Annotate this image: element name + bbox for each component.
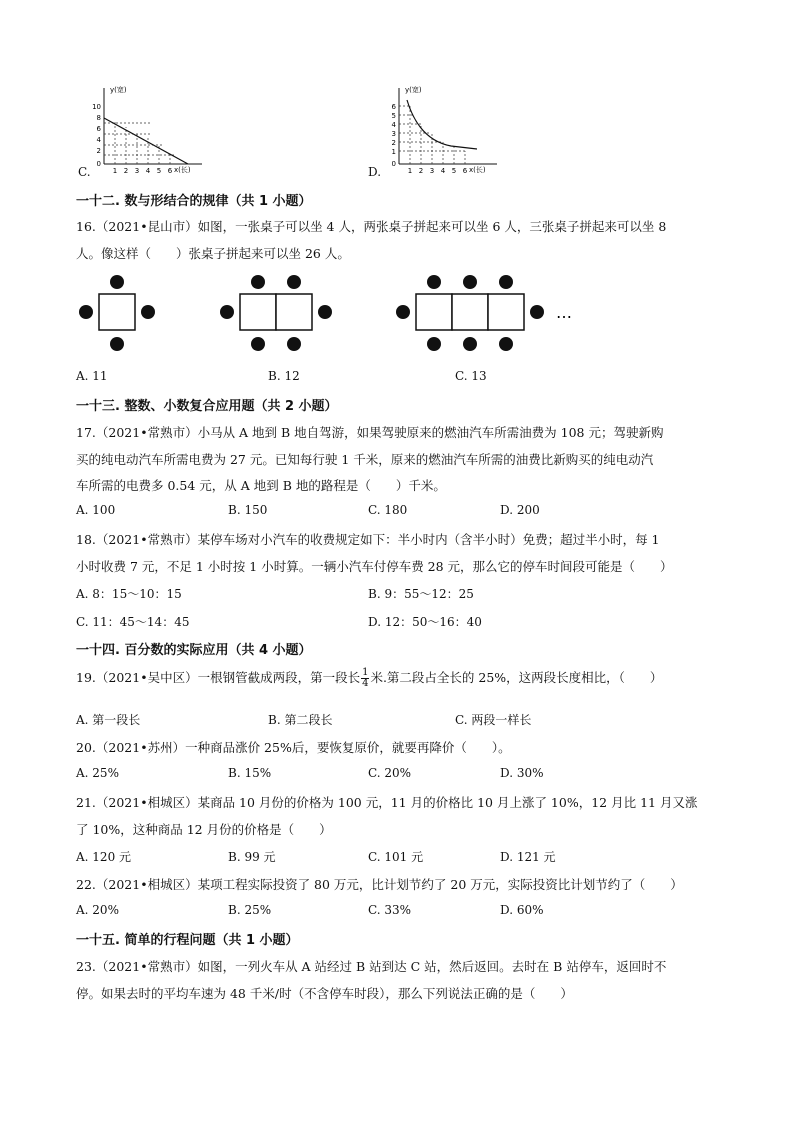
ytick: 10 [92,103,101,111]
xtick: 4 [440,167,446,174]
xtick: 1 [112,167,118,174]
question-17-text: 车所需的电费多 0.54 元，从 A 地到 B 地的路程是（ ）千米。 [76,478,446,493]
ytick: 1 [391,148,396,156]
xtick: 1 [407,167,413,174]
question-20-text: 20.（2021•苏州）一种商品涨价 25%后，要恢复原价，就要再降价（ ）。 [76,740,511,755]
question-17-text: 17.（2021•常熟市）小马从 A 地到 B 地自驾游，如果驾驶原来的燃油汽车所需油费为 108 元；驾驶新购 [76,425,664,440]
xtick: 2 [123,167,129,174]
xtick: 6 [462,167,468,174]
ellipsis: … [556,303,572,322]
q22-option-d: D. 60% [500,903,544,917]
xtick: 5 [451,167,457,174]
q19-text-pre: 19.（2021•吴中区）一根钢管截成两段，第一段长 [76,670,361,685]
ytick: 0 [96,160,101,168]
ytick: 2 [96,147,101,155]
q17-option-a: A. 100 [76,503,116,517]
q22-option-a: A. 20% [76,903,119,917]
q22-option-b: B. 25% [228,903,272,917]
q20-option-d: D. 30% [500,766,544,780]
xtick: 3 [134,167,140,174]
question-16-text: 16.（2021•昆山市）如图，一张桌子可以坐 4 人，两张桌子拼起来可以坐 6 人，三张桌子拼起来可以坐 8 [76,219,667,234]
question-21-text: 了 10%，这种商品 12 月份的价格是（ ） [76,822,332,837]
option-d-label: D. [368,165,382,179]
question-18-text: 小时收费 7 元，不足 1 小时按 1 小时算。一辆小汽车付停车费 28 元，那么它的停车时间段可能是（ ） [76,559,673,574]
q18-option-b: B. 9：55～12：25 [368,587,474,601]
xtick: 4 [145,167,151,174]
q21-option-a: A. 120 元 [76,850,132,864]
ytick: 4 [96,136,101,144]
q16-option-a: A. 11 [76,369,108,383]
xtick: 5 [156,167,162,174]
section-heading: 一十二. 数与形结合的规律（共 1 小题） [76,194,312,209]
question-21-text: 21.（2021•相城区）某商品 10 月份的价格为 100 元，11 月的价格比 10 月上涨了 10%，12 月比 11 月又涨 [76,795,698,810]
ytick: 0 [391,160,396,168]
question-16-text: 人。像这样（ ）张桌子拼起来可以坐 26 人。 [76,246,350,261]
x-axis-label: x(长) [174,166,191,174]
ytick: 5 [391,112,396,120]
fraction: $\frac{1}{4}$ [362,667,369,689]
ytick: 4 [391,121,396,129]
section-heading: 一十四. 百分数的实际应用（共 4 小题） [76,643,312,658]
q19-option-c: C. 两段一样长 [455,713,532,727]
q22-option-c: C. 33% [368,903,412,917]
ytick: 2 [391,139,396,147]
ytick: 6 [96,125,101,133]
question-23-text: 停。如果去时的平均车速为 48 千米/时（不含停车时段），那么下列说法正确的是（ ） [76,986,573,1001]
q16-option-b: B. 12 [268,369,300,383]
xtick: 3 [429,167,435,174]
ytick: 3 [391,130,396,138]
q16-option-c: C. 13 [455,369,487,383]
q20-option-c: C. 20% [368,766,412,780]
ytick: 8 [96,114,101,122]
question-18-text: 18.（2021•常熟市）某停车场对小汽车的收费规定如下：半小时内（含半小时）免费；超过半小时，每 1 [76,532,660,547]
two-table-group [220,275,332,351]
q21-option-c: C. 101 元 [368,850,424,864]
q18-option-c: C. 11：45～14：45 [76,615,190,629]
graph-curve [407,100,477,149]
question-23-text: 23.（2021•常熟市）如图，一列火车从 A 站经过 B 站到达 C 站，然后返回。去时在 B 站停车，返回时不 [76,959,667,974]
graph-line [104,118,188,164]
ytick: 6 [391,103,396,111]
graph-option-d [385,82,515,174]
question-22-text: 22.（2021•相城区）某项工程实际投资了 80 万元，比计划节约了 20 万元，实际投资比计划节约了（ ） [76,877,683,892]
q18-option-a: A. 8：15～10：15 [76,587,182,601]
x-axis-label: x(长) [469,166,486,174]
graph-option-c [90,82,220,174]
question-17-text: 买的纯电动汽车所需电费为 27 元。已知每行驶 1 千米，原来的燃油汽车所需的油费比新购买的纯电动汽 [76,452,654,467]
one-table-group [79,275,155,351]
tables-figure [76,272,596,356]
xtick: 6 [167,167,173,174]
q18-option-d: D. 12：50～16：40 [368,615,482,629]
q21-option-d: D. 121 元 [500,850,556,864]
q20-option-a: A. 25% [76,766,119,780]
q19-option-a: A. 第一段长 [76,713,141,727]
q21-option-b: B. 99 元 [228,850,276,864]
option-c-label: C. [78,165,91,179]
q19-option-b: B. 第二段长 [268,713,333,727]
question-19-text [76,668,662,689]
q19-text-post: 米.第二段占全长的 25%，这两段长度相比，（ ） [370,670,663,685]
q17-option-b: B. 150 [228,503,268,517]
q17-option-d: D. 200 [500,503,540,517]
q20-option-b: B. 15% [228,766,272,780]
section-heading: 一十五. 简单的行程问题（共 1 小题） [76,933,299,948]
xtick: 2 [418,167,424,174]
section-heading: 一十三. 整数、小数复合应用题（共 2 小题） [76,399,338,414]
y-axis-label: y(宽) [405,86,422,94]
y-axis-label: y(宽) [110,86,127,94]
q17-option-c: C. 180 [368,503,408,517]
three-table-group [396,275,544,351]
